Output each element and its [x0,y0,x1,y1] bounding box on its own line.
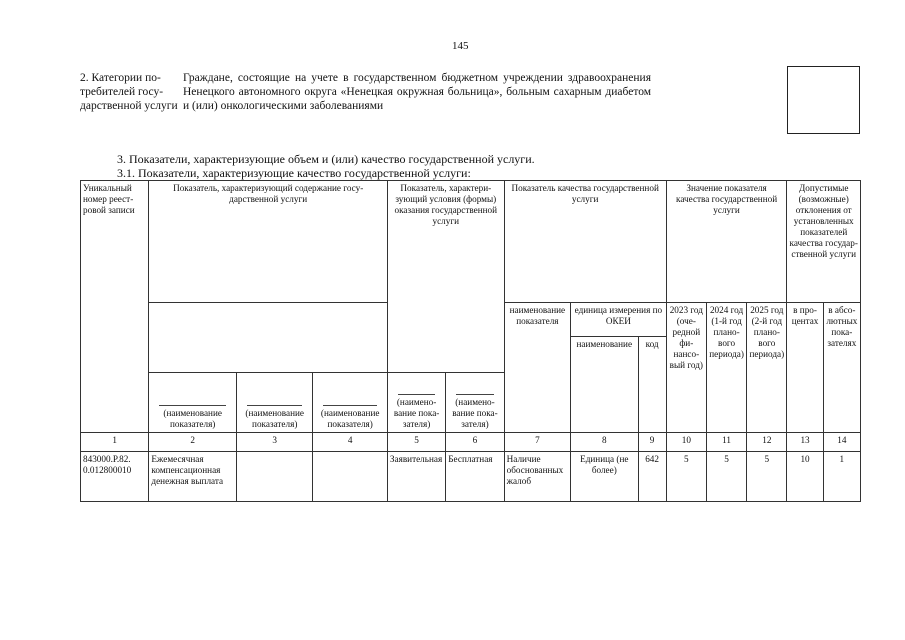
content-indicator-name-3: (наименование показателя) [313,373,387,433]
condition-indicator-name-2: (наименование показателя) [446,373,504,433]
row-unit-name: Единица (не более) [571,452,638,502]
row-content-2 [236,452,312,502]
header-indicator-value: Значение показателя качества государственной услуги [666,181,787,303]
column-numbers-row [81,433,861,452]
row-registry-code: 843000.Р.82. 0.012800010 [81,452,149,502]
header-absolute: в абсолютных показателях [823,303,860,433]
header-unit-name: наименование [571,337,638,433]
row-condition-2: Бесплатная [446,452,504,502]
row-value-2025: 5 [747,452,787,502]
col-number: 14 [823,433,860,452]
category-label: 2. Категории потребителей государственной услуги [80,72,178,112]
header-year-2023: 2023 год (очередной финансовый год) [666,303,706,433]
header-quality-name: наименование показателя [504,303,570,433]
row-content: Ежемесячная компенсационная денежная выплата [149,452,237,502]
row-deviation-absolute: 1 [823,452,860,502]
col-number: 9 [638,433,666,452]
header-content-indicator: Показатель, характеризующий содержание государственной услуги [149,181,388,303]
col-number: 13 [787,433,823,452]
col-number: 3 [236,433,312,452]
header-conditions-indicator: Показатель, характеризующий условия (формы) оказания государственной услуги [387,181,504,373]
row-content-3 [313,452,387,502]
condition-indicator-name-1: (наименование показателя) [387,373,445,433]
header-unit: единица измерения по ОКЕИ [571,303,667,337]
section-3-1-heading: 3.1. Показатели, характеризующие качество государственной услуги: [117,166,471,180]
row-quality-name: Наличие обоснованных жалоб [504,452,570,502]
col-number: 12 [747,433,787,452]
col-number: 1 [81,433,149,452]
category-text: Граждане, состоящие на учете в государственном бюджетном учреждении здравоохранения Ненецкого автономного округа «Ненецкая окружная больница», больным сахарным диабетом и (или) онкологическими заболеваниями [183,72,651,112]
col-number: 2 [149,433,237,452]
col-number: 6 [446,433,504,452]
row-value-2023: 5 [666,452,706,502]
header-percent: в процентах [787,303,823,433]
row-deviation-percent: 10 [787,452,823,502]
col-number: 8 [571,433,638,452]
col-number: 11 [706,433,746,452]
content-indicator-name-2: (наименование показателя) [236,373,312,433]
category-code-box [787,66,860,134]
table-row [81,452,861,502]
col-number: 5 [387,433,445,452]
header-unit-code: код [638,337,666,433]
row-value-2024: 5 [706,452,746,502]
row-condition-1: Заявительная [387,452,445,502]
section-3-heading: 3. Показатели, характеризующие объем и (или) качество государственной услуги. [117,152,535,166]
row-unit-code: 642 [638,452,666,502]
header-year-2024: 2024 год (1-й год планового периода) [706,303,746,433]
col-number: 10 [666,433,706,452]
header-deviation: Допустимые (возможные) отклонения от установленных показателей качества государственной услуги [787,181,861,303]
quality-indicators-table [80,180,861,502]
header-quality-indicator: Показатель качества государственной услуги [504,181,666,303]
header-year-2025: 2025 год (2-й год планового периода) [747,303,787,433]
page-number: 145 [452,40,469,52]
header-unique-number: Уникальный номер реестровой записи [81,181,149,433]
col-number: 4 [313,433,387,452]
col-number: 7 [504,433,570,452]
content-indicator-name-1: (наименование показателя) [149,373,237,433]
content-subheader-space [149,303,388,373]
